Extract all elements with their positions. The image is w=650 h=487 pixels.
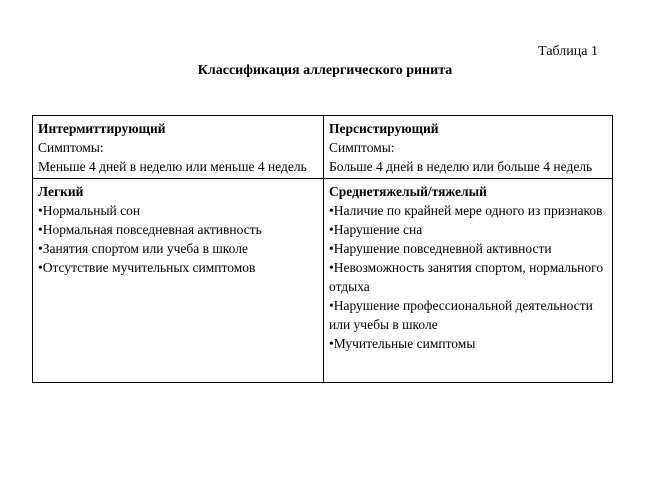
list-item: •Нарушение сна: [329, 222, 423, 237]
mild-symptom-list: [38, 201, 318, 277]
list-item: •Нарушение профессиональной деятельности или учебы в школе: [329, 298, 593, 332]
cell-mild: [33, 179, 324, 383]
cell-heading-moderate-severe: Среднетяжелый/тяжелый: [329, 184, 487, 199]
symptoms-label: Симптомы:: [38, 140, 104, 155]
cell-persistent: [324, 116, 613, 179]
list-item: •Занятия спортом или учеба в школе: [38, 241, 248, 256]
cell-heading-persistent: Персистирующий: [329, 121, 439, 136]
cell-description-intermittent: Меньше 4 дней в неделю или меньше 4 недель: [38, 159, 307, 174]
moderate-severe-symptom-list: [329, 201, 607, 353]
document-title: Классификация аллергического ринита: [197, 63, 453, 78]
classification-table: [32, 115, 613, 383]
cell-intermittent: [33, 116, 324, 179]
list-item: •Наличие по крайней мере одного из признаков: [329, 203, 603, 218]
list-item: •Нарушение повседневной активности: [329, 241, 552, 256]
cell-heading-intermittent: Интермиттирующий: [38, 121, 166, 136]
list-item: •Нормальная повседневная активность: [38, 222, 262, 237]
table-number-label: Таблица 1: [538, 44, 598, 59]
table-row-frequency: [33, 116, 613, 179]
symptoms-label: Симптомы:: [329, 140, 395, 155]
list-item: •Отсутствие мучительных симптомов: [38, 260, 256, 275]
list-item: •Невозможность занятия спортом, нормального отдыха: [329, 260, 604, 294]
cell-description-persistent: Больше 4 дней в неделю или больше 4 недель: [329, 159, 593, 174]
list-item: •Нормальный сон: [38, 203, 141, 218]
cell-heading-mild: Легкий: [38, 184, 84, 199]
cell-moderate-severe: [324, 179, 613, 383]
table-row-severity: [33, 179, 613, 383]
list-item: •Мучительные симптомы: [329, 336, 476, 351]
